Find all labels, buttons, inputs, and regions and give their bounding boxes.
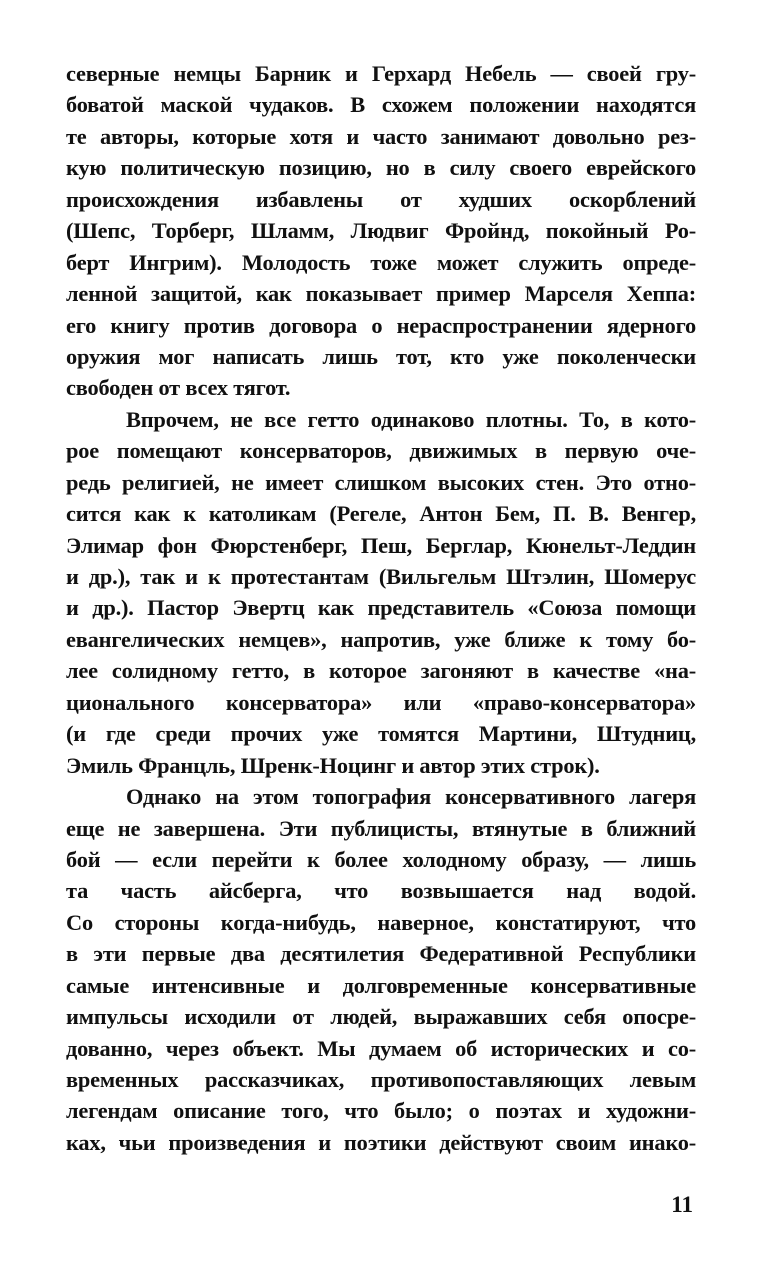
text-line: и др.). Пастор Эвертц как представитель «Союза помощи bbox=[66, 595, 696, 621]
text-line: Однако на этом топография консервативного лагеря bbox=[126, 784, 696, 810]
text-line: и др.), так и к протестантам (Вильгельм Штэлин, Шомерус bbox=[66, 564, 696, 589]
text-line: ленной защитой, как показывает пример Марселя Хеппа: bbox=[66, 281, 696, 307]
text-line: его книгу против договора о нераспространении ядерного bbox=[66, 312, 696, 338]
text-line: еще не завершена. Эти публицисты, втянутые в ближний bbox=[66, 815, 696, 841]
text-line: в эти первые два десятилетия Федеративной Республики bbox=[66, 941, 696, 967]
text-line: самые интенсивные и долговременные консервативные bbox=[66, 972, 696, 998]
text-line: (Шепс, Торберг, Шламм, Людвиг Фройнд, покойный Ро- bbox=[66, 218, 696, 244]
text-line: ках, чьи произведения и поэтики действуют своим инако- bbox=[66, 1129, 696, 1155]
text-line: Впрочем, не все гетто одинаково плотны. То, в кото- bbox=[126, 406, 696, 432]
text-line: временных рассказчиках, противопоставляющих левым bbox=[66, 1067, 696, 1092]
body-text bbox=[66, 58, 696, 1158]
text-line: берт Ингрим). Молодость тоже может служить опреде- bbox=[66, 249, 696, 275]
text-line: та часть айсберга, что возвышается над водой. bbox=[66, 878, 696, 904]
text-line: те авторы, которые хотя и часто занимают довольно рез- bbox=[66, 123, 696, 149]
text-line: Эмиль Францль, Шренк-Ноцинг и автор этих строк). bbox=[66, 752, 600, 778]
text-line: евангелических немцев», напротив, уже ближе к тому бо- bbox=[66, 626, 696, 652]
text-line: оружия мог написать лишь тот, кто уже поколенчески bbox=[66, 343, 696, 369]
text-line: свободен от всех тягот. bbox=[66, 375, 291, 401]
text-line: рое помещают консерваторов, движимых в первую оче- bbox=[66, 438, 696, 464]
text-line: дованно, через объект. Мы думаем об исторических и со- bbox=[66, 1035, 696, 1061]
text-line: Со стороны когда-нибудь, наверное, констатируют, что bbox=[66, 909, 696, 935]
text-line: северные немцы Барник и Герхард Небель — своей гру- bbox=[66, 61, 696, 86]
text-line: (и где среди прочих уже томятся Мартини, Штудниц, bbox=[66, 721, 696, 747]
text-line: Элимар фон Фюрстенберг, Пеш, Берглар, Кюнельт-Леддин bbox=[66, 532, 696, 558]
text-line: происхождения избавлены от худших оскорблений bbox=[66, 186, 696, 212]
text-line: кую политическую позицию, но в силу своего еврейского bbox=[66, 155, 696, 181]
text-line: импульсы исходили от людей, выражавших себя опосре- bbox=[66, 1004, 696, 1030]
text-line: легендам описание того, что было; о поэтах и художни- bbox=[66, 1098, 696, 1124]
text-line: сится как к католикам (Регеле, Антон Бем, П. В. Венгер, bbox=[66, 501, 696, 527]
text-line: боватой маской чудаков. В схожем положении находятся bbox=[66, 92, 696, 118]
text-line: лее солидному гетто, в которое загоняют в качестве «на- bbox=[66, 658, 696, 684]
text-line: ционального консерватора» или «право-консерватора» bbox=[66, 689, 696, 715]
text-line: редь религией, не имеет слишком высоких стен. Это отно- bbox=[66, 469, 696, 495]
text-line: бой — если перейти к более холодному образу, — лишь bbox=[66, 846, 696, 872]
page-number: 11 bbox=[671, 1192, 693, 1217]
